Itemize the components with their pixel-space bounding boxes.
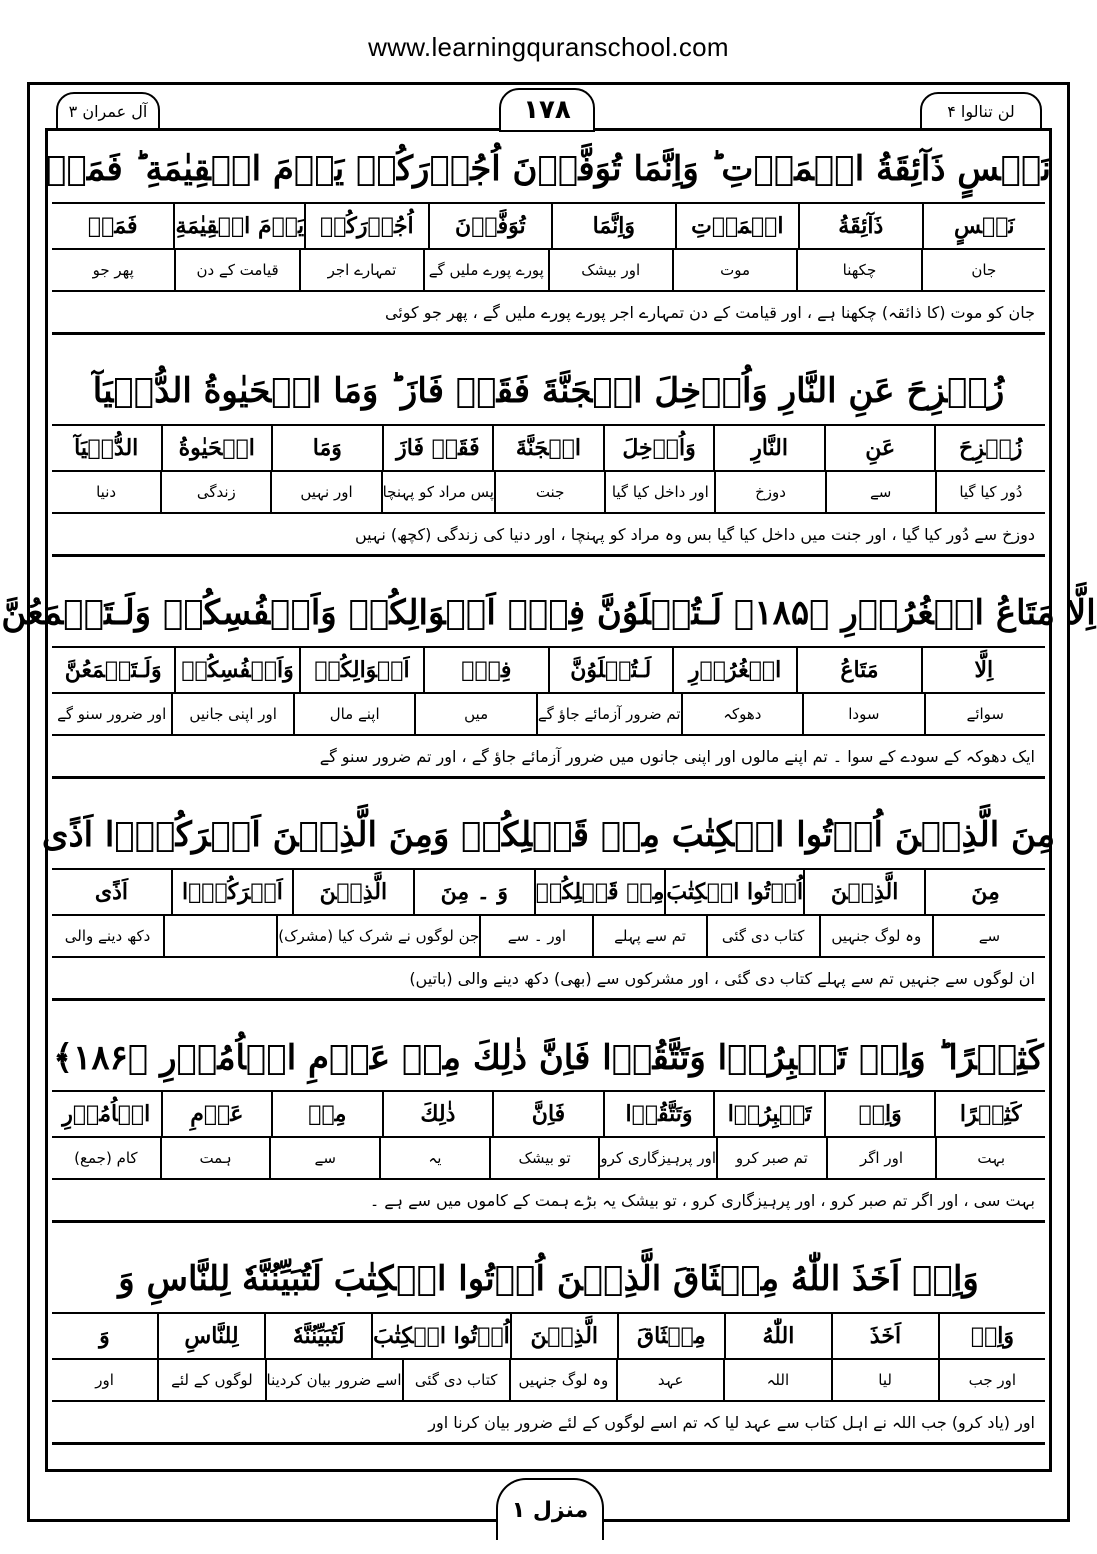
arabic-word-cell: لَتُبَيِّنُنَّهٗ bbox=[264, 1314, 371, 1358]
urdu-meaning-cell: تم ضرور آزمائے جاؤ گے bbox=[536, 694, 681, 734]
translation-line: ان لوگوں سے جنہیں تم سے پہلے کتاب دی گئی ، اور مشرکوں سے (بھی) دکھ دینے والی (باتیں) bbox=[52, 956, 1045, 1001]
arabic-word-cell: وَ bbox=[99, 1323, 110, 1349]
arabic-word-cell: اَذًى bbox=[94, 879, 129, 905]
arabic-word-cell: اَشۡرَكُوۡۤا bbox=[171, 870, 292, 914]
arabic-word-cell: اِلَّا bbox=[921, 648, 1045, 692]
urdu-meaning-cell: اور bbox=[95, 1371, 114, 1389]
verse-block bbox=[52, 1024, 1045, 1246]
urdu-meaning-cell: اور اپنی جانیں bbox=[171, 694, 292, 734]
verse-block bbox=[46, 136, 1051, 358]
arabic-word-cell: الَّذِيۡنَ bbox=[803, 870, 924, 914]
meaning-row bbox=[52, 1136, 1045, 1178]
juz-name-tab: لن تنالوا ۴ bbox=[920, 92, 1042, 130]
arabic-word-cell: ذٰلِكَ bbox=[382, 1092, 493, 1136]
translation-line: اور (یاد کرو) جب اللہ نے اہل کتاب سے عہد لیا کہ تم اسے لوگوں کے لئے ضرور بیان کرنا اور bbox=[52, 1400, 1045, 1445]
arabic-word-cell: وَلَـتَسۡمَعُنَّ bbox=[64, 657, 162, 683]
arabic-word-cell: مِنَ bbox=[924, 870, 1045, 914]
arabic-word-cell: نَفۡسٍ bbox=[922, 204, 1045, 248]
translation-line: ایک دھوکہ کے سودے کے سوا ۔ تم اپنے مالوں اور اپنی جانوں میں ضرور آزمائے جاؤ گے ، اور تم ضرور سنو گے bbox=[52, 734, 1045, 779]
arabic-word-cell: فِىۡۤ bbox=[423, 648, 547, 692]
arabic-word-cell: الۡحَيٰوةُ bbox=[161, 426, 272, 470]
urdu-meaning-cell: دھوکہ bbox=[681, 694, 802, 734]
urdu-meaning-cell: وہ لوگ جنہیں bbox=[509, 1360, 616, 1400]
urdu-meaning-cell: بہت bbox=[935, 1138, 1045, 1178]
translation-line: جان کو موت (کا ذائقہ) چکھنا ہے ، اور قیامت کے دن تمہارے اجر پورے پورے ملیں گے ، پھر جو کوئی bbox=[52, 290, 1045, 335]
arabic-word-cell: وَاُدۡخِلَ bbox=[603, 426, 714, 470]
meaning-row bbox=[52, 692, 1045, 734]
arabic-word-cell: فَاِنَّ bbox=[492, 1092, 603, 1136]
urdu-meaning-cell: اور ضرور سنو گے bbox=[57, 705, 167, 723]
verse-block bbox=[41, 802, 1056, 1024]
urdu-meaning-cell: سودا bbox=[802, 694, 923, 734]
arabic-word-cell: وَتَتَّقُوۡا bbox=[603, 1092, 714, 1136]
arabic-word-cell: وَ ۔ مِنَ bbox=[413, 870, 534, 914]
translation-line: بہت سی ، اور اگر تم صبر کرو ، اور پرہیزگاری کرو ، تو بیشک یہ بڑے ہمت کے کاموں میں سے ہے ۔ bbox=[52, 1178, 1045, 1223]
word-row bbox=[52, 646, 1045, 692]
urdu-meaning-cell: کتاب دی گئی bbox=[402, 1360, 509, 1400]
arabic-word-cell: عَنِ bbox=[824, 426, 935, 470]
urdu-meaning-cell: موت bbox=[672, 250, 796, 290]
urdu-meaning-cell: یہ bbox=[379, 1138, 489, 1178]
verse-block bbox=[1, 580, 1096, 802]
arabic-word-cell: وَاِذۡ bbox=[938, 1314, 1045, 1358]
urdu-meaning-cell: عہد bbox=[616, 1360, 723, 1400]
urdu-meaning-cell: سے bbox=[269, 1138, 379, 1178]
word-row bbox=[52, 202, 1045, 248]
urdu-meaning-cell: جان bbox=[921, 250, 1045, 290]
meaning-row bbox=[52, 248, 1045, 290]
urdu-meaning-cell: دوزخ bbox=[714, 472, 824, 512]
urdu-meaning-cell: اور جب bbox=[938, 1360, 1045, 1400]
arabic-word-cell: مِنۡ قَبۡلِكُمۡ bbox=[534, 870, 665, 914]
arabic-word-cell: فَقَدۡ فَازَ bbox=[382, 426, 493, 470]
urdu-meaning-cell: اپنے مال bbox=[293, 694, 414, 734]
word-row bbox=[52, 1312, 1045, 1358]
urdu-meaning-cell: اور داخل کیا گیا bbox=[604, 472, 714, 512]
arabic-word-cell: وَاَنۡفُسِكُمۡ bbox=[174, 648, 298, 692]
urdu-meaning-cell: چکھنا bbox=[796, 250, 920, 290]
urdu-meaning-cell: میں bbox=[414, 694, 535, 734]
word-row bbox=[52, 1090, 1045, 1136]
arabic-word-cell: فَمَنۡ bbox=[87, 213, 138, 239]
urdu-meaning-cell bbox=[163, 916, 276, 956]
urdu-meaning-cell: اللہ bbox=[723, 1360, 830, 1400]
manzil-tab: منزل ۱ bbox=[496, 1478, 604, 1540]
ayah-line: وَاِذۡ اَخَذَ اللّٰهُ مِيۡثَاقَ الَّذِيۡنَ اُوۡتُوا الۡكِتٰبَ لَتُبَيِّنُنَّهٗ لِلنَّاسِ وَ bbox=[118, 1259, 979, 1299]
urdu-meaning-cell: سے bbox=[825, 472, 935, 512]
urdu-meaning-cell: اسے ضرور بیان کردینا bbox=[265, 1360, 402, 1400]
urdu-meaning-cell: جنت bbox=[494, 472, 604, 512]
arabic-word-cell: وَاِنۡ bbox=[824, 1092, 935, 1136]
arabic-word-cell: مِيۡثَاقَ bbox=[617, 1314, 724, 1358]
verse-block bbox=[52, 1246, 1045, 1466]
urdu-meaning-cell: زندگی bbox=[160, 472, 270, 512]
arabic-word-cell: اَخَذَ bbox=[831, 1314, 938, 1358]
arabic-word-cell: الۡاُمُوۡرِ bbox=[62, 1101, 151, 1127]
urdu-meaning-cell: قیامت کے دن bbox=[174, 250, 298, 290]
meaning-row bbox=[52, 914, 1045, 956]
urdu-meaning-cell: اور نہیں bbox=[270, 472, 380, 512]
urdu-meaning-cell: سے bbox=[932, 916, 1045, 956]
verse-block bbox=[52, 358, 1045, 580]
arabic-word-cell: لَـتُبۡلَوُنَّ bbox=[548, 648, 672, 692]
translation-line: دوزخ سے دُور کیا گیا ، اور جنت میں داخل کیا گیا بس وہ مراد کو پہنچا ، اور دنیا کی زندگی (کچھ) نہیں bbox=[52, 512, 1045, 557]
arabic-word-cell: وَمَا bbox=[271, 426, 382, 470]
word-row bbox=[52, 424, 1045, 470]
arabic-word-cell: الۡمَوۡتِ bbox=[675, 204, 798, 248]
arabic-word-cell: عَزۡمِ bbox=[161, 1092, 272, 1136]
urdu-meaning-cell: وہ لوگ جنہیں bbox=[819, 916, 932, 956]
arabic-word-cell: اُجُوۡرَكُمۡ bbox=[304, 204, 427, 248]
page-number: ۱۷۸ bbox=[499, 88, 595, 132]
arabic-word-cell: اُوۡتُوا الۡكِتٰبَ bbox=[371, 1314, 510, 1358]
urdu-meaning-cell: لیا bbox=[831, 1360, 938, 1400]
arabic-word-cell: النَّارِ bbox=[713, 426, 824, 470]
urdu-meaning-cell: جن لوگوں نے شرک کیا (مشرک) bbox=[276, 916, 479, 956]
urdu-meaning-cell: کام (جمع) bbox=[74, 1149, 138, 1167]
urdu-meaning-cell: پس مراد کو پہنچا bbox=[381, 472, 494, 512]
urdu-meaning-cell: کتاب دی گئی bbox=[706, 916, 819, 956]
arabic-word-cell: تَصۡبِرُوۡا bbox=[713, 1092, 824, 1136]
urdu-meaning-cell: اور اگر bbox=[826, 1138, 936, 1178]
urdu-meaning-cell: دُور کیا گیا bbox=[935, 472, 1045, 512]
arabic-word-cell: كَثِيۡرًا bbox=[934, 1092, 1045, 1136]
urdu-meaning-cell: پھر جو bbox=[92, 261, 134, 279]
arabic-word-cell: اللّٰهُ bbox=[724, 1314, 831, 1358]
arabic-word-cell: ذَآئِقَةُ bbox=[798, 204, 921, 248]
urdu-meaning-cell: دکھ دینے والی bbox=[64, 927, 151, 945]
meaning-row bbox=[52, 470, 1045, 512]
arabic-word-cell: اَمۡوَالِكُمۡ bbox=[299, 648, 423, 692]
arabic-word-cell: يَوۡمَ الۡقِيٰمَةِ bbox=[173, 204, 304, 248]
arabic-word-cell: مَتَاعُ bbox=[796, 648, 920, 692]
urdu-meaning-cell: ہمت bbox=[160, 1138, 270, 1178]
ayah-line: نَفۡسٍ ذَآئِقَةُ الۡمَوۡتِ ؕ وَاِنَّمَا تُوَفَّوۡنَ اُجُوۡرَكُمۡ يَوۡمَ الۡقِيٰمَةِ ؕ فَمَنۡ bbox=[46, 149, 1051, 189]
ayah-line: كَثِيۡرًا ؕ وَاِنۡ تَصۡبِرُوۡا وَتَتَّقُوۡا فَاِنَّ ذٰلِكَ مِنۡ عَزۡمِ الۡاُمُوۡرِ ﴿۱۸۶﴾ bbox=[53, 1037, 1044, 1078]
urdu-meaning-cell: تو بیشک bbox=[489, 1138, 599, 1178]
ayah-line: مِنَ الَّذِيۡنَ اُوۡتُوا الۡكِتٰبَ مِنۡ قَبۡلِكُمۡ وَمِنَ الَّذِيۡنَ اَشۡرَكُوۡۤا اَذًى bbox=[41, 815, 1056, 855]
arabic-word-cell: لِلنَّاسِ bbox=[157, 1314, 264, 1358]
urdu-meaning-cell: اور بیشک bbox=[548, 250, 672, 290]
arabic-word-cell: اُوۡتُوا الۡكِتٰبَ bbox=[664, 870, 803, 914]
urdu-meaning-cell: سوائے bbox=[924, 694, 1045, 734]
word-row bbox=[52, 868, 1045, 914]
urdu-meaning-cell: تم سے پہلے bbox=[592, 916, 705, 956]
urdu-meaning-cell: اور پرہیزگاری کرو bbox=[598, 1138, 716, 1178]
arabic-word-cell: الۡجَنَّةَ bbox=[492, 426, 603, 470]
arabic-word-cell: الَّذِيۡنَ bbox=[292, 870, 413, 914]
urdu-meaning-cell: لوگوں کے لئے bbox=[157, 1360, 264, 1400]
arabic-word-cell: الۡغُرُوۡرِ bbox=[672, 648, 796, 692]
urdu-meaning-cell: پورے پورے ملیں گے bbox=[423, 250, 547, 290]
ayah-line: زُحۡزِحَ عَنِ النَّارِ وَاُدۡخِلَ الۡجَنَّةَ فَقَدۡ فَازَ ؕ وَمَا الۡحَيٰوةُ الدُّنۡيَآ bbox=[92, 371, 1005, 411]
arabic-word-cell: تُوَفَّوۡنَ bbox=[428, 204, 551, 248]
urdu-meaning-cell: تمہارے اجر bbox=[299, 250, 423, 290]
surah-name-tab: آل عمران ۳ bbox=[56, 92, 160, 130]
urdu-meaning-cell: تم صبر کرو bbox=[716, 1138, 826, 1178]
ayah-line: اِلَّا مَتَاعُ الۡغُرُوۡرِ ﴿۱۸۵﴾ لَـتُبۡلَوُنَّ فِىۡۤ اَمۡوَالِكُمۡ وَاَنۡفُسِكُمۡ وَلَـتَسۡمَعُنَّ bbox=[1, 593, 1096, 633]
meaning-row bbox=[52, 1358, 1045, 1400]
arabic-word-cell: الَّذِيۡنَ bbox=[510, 1314, 617, 1358]
arabic-word-cell: وَاِنَّمَا bbox=[551, 204, 674, 248]
arabic-word-cell: زُحۡزِحَ bbox=[934, 426, 1045, 470]
arabic-word-cell: الدُّنۡيَآ bbox=[74, 435, 139, 461]
website-url: www.learningquranschool.com bbox=[368, 32, 729, 62]
arabic-word-cell: مِنۡ bbox=[271, 1092, 382, 1136]
urdu-meaning-cell: اور ۔ سے bbox=[479, 916, 592, 956]
urdu-meaning-cell: دنیا bbox=[96, 483, 117, 501]
page-content bbox=[1, 136, 1096, 1466]
